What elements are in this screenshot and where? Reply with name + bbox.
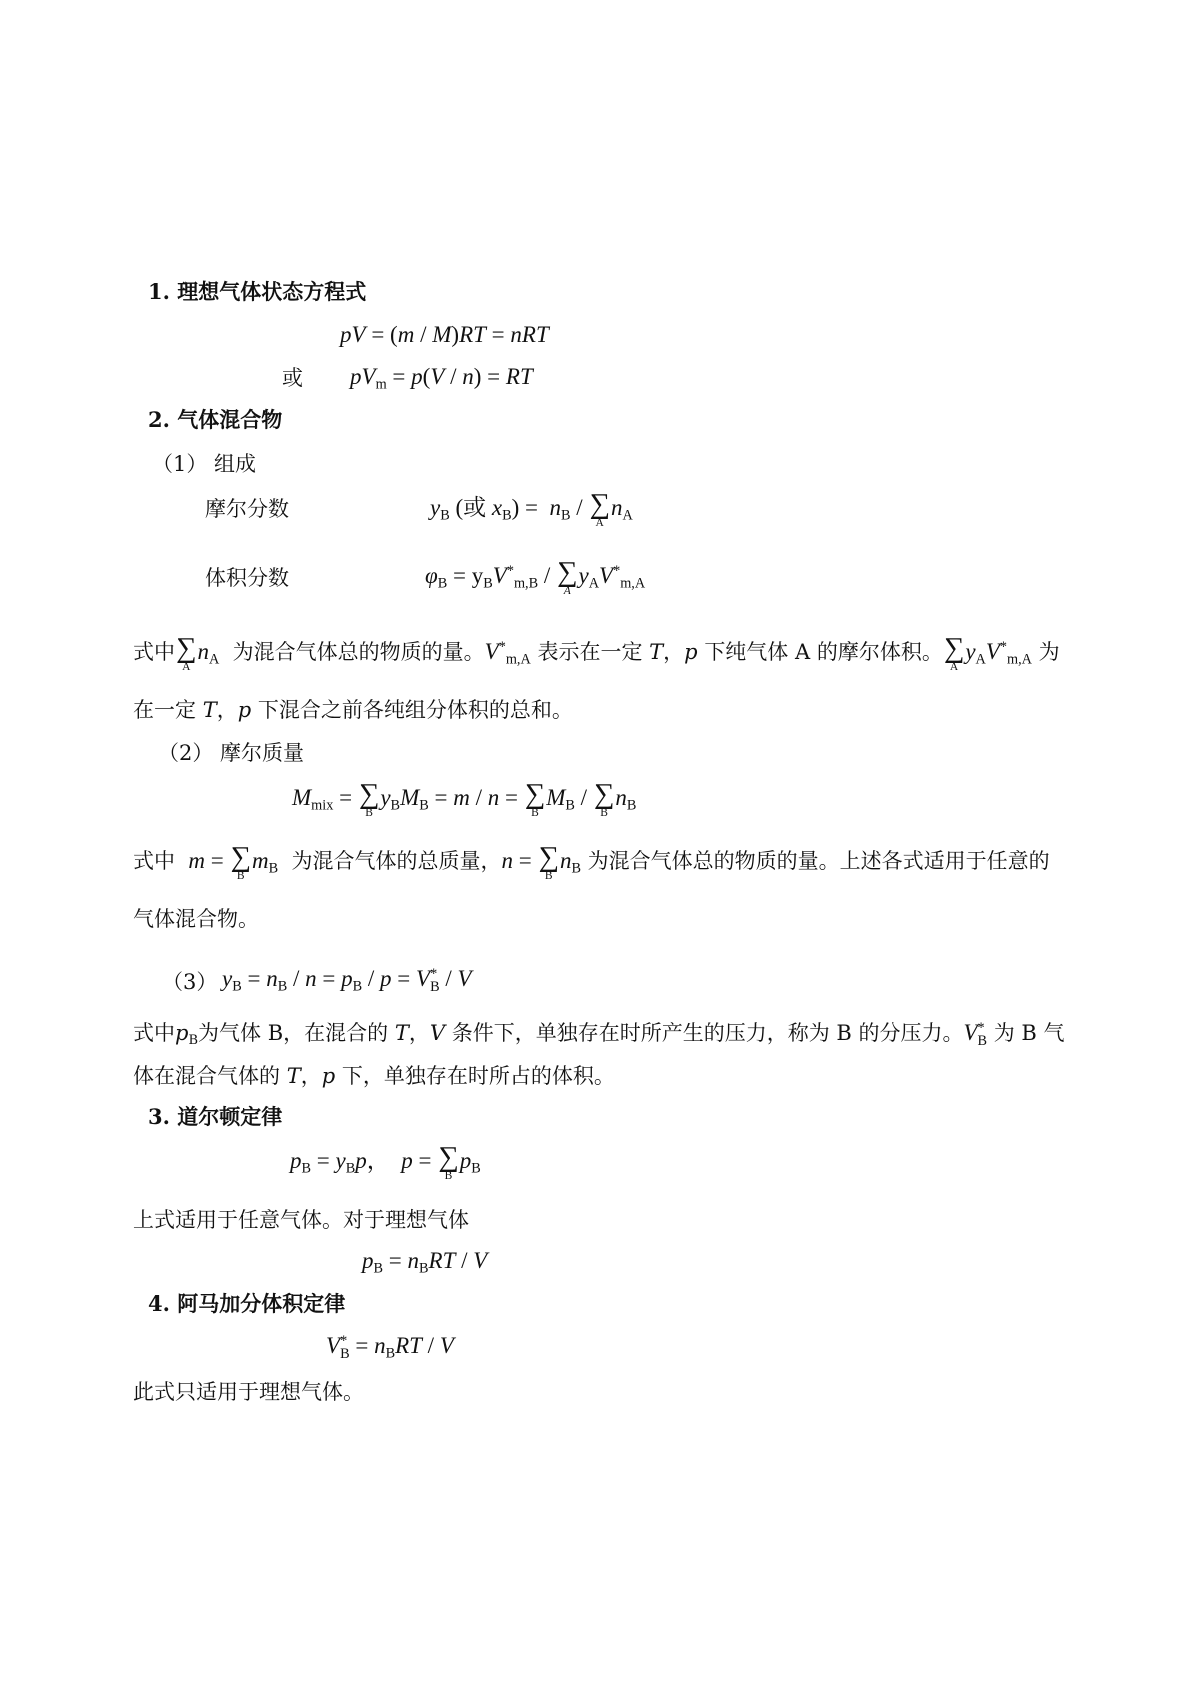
sum-symbol: ∑ A bbox=[176, 632, 197, 673]
note-text: 在一定 bbox=[133, 698, 196, 722]
note-text: 表示在一定 bbox=[537, 639, 643, 664]
or-xb-text: (或 bbox=[455, 494, 487, 520]
partial-pressure-equation: $y_B = n_B / n = p_B / p = V^*_B / V$ bbox=[222, 966, 472, 995]
section-3-note: 上式适用于任意气体。对于理想气体 bbox=[133, 1208, 469, 1232]
note-3-line-1: 式中$p_B$为气体 B，在混合的 T，V 条件下，单独存在时所产生的压力，称为 B 的分压力。$V^*_B$ 为 B 气 bbox=[133, 1020, 1065, 1049]
note-text: 为混合气体总的物质的量。上述各式适用于任意的 bbox=[587, 848, 1050, 873]
subsection-1-label: （1） 组成 bbox=[152, 452, 257, 476]
mole-fraction-equation: $y_B$ (或 $x_B) = n_B$ / ∑ A $n_A$ bbox=[430, 488, 633, 529]
mean-molar-mass-equation: $M_{mix}$ = ∑ B $y_BM_B = m / n$ = ∑ B $M_B$ / ∑ B $n_B$ bbox=[292, 778, 637, 819]
note-text: 为 B 气 bbox=[993, 1021, 1065, 1045]
sum-symbol: ∑ B bbox=[230, 841, 251, 882]
note-text: 条件下，单独存在时所产生的压力，称为 B 的分压力。 bbox=[451, 1021, 964, 1045]
note-text: 为气体 B，在混合的 bbox=[198, 1021, 389, 1045]
note-text: 为 bbox=[1038, 639, 1060, 664]
note-text: 下纯气体 A 的摩尔体积。 bbox=[704, 639, 943, 664]
sum-symbol: ∑ B bbox=[524, 778, 546, 819]
sum-symbol: ∑ B bbox=[593, 778, 615, 819]
note-text: 式中 bbox=[133, 639, 175, 664]
subsection-2-label: （2） 摩尔质量 bbox=[158, 741, 305, 765]
subsection-3-label: （3） bbox=[162, 970, 218, 994]
sum-symbol: ∑ A bbox=[943, 632, 965, 673]
note-text: 式中 bbox=[133, 848, 175, 873]
note-2-line-1: 式中 m = ∑ B $m_B$ 为混合气体的总质量，n = ∑ B $n_B$ 为混合气体总的物质的量。上述各式适用于任意的 bbox=[133, 841, 1050, 882]
note-text: 下，单独存在时所占的体积。 bbox=[341, 1064, 615, 1088]
note-text: 下混合之前各纯组分体积的总和。 bbox=[257, 698, 573, 722]
note-text: 为混合气体的总质量， bbox=[291, 848, 502, 873]
section-4-note: 此式只适用于理想气体。 bbox=[133, 1380, 364, 1404]
or-label: 或 bbox=[282, 366, 303, 390]
section-1-heading: 1. 理想气体状态方程式 bbox=[148, 279, 367, 304]
sum-symbol: ∑ B bbox=[358, 778, 380, 819]
note-1-line-2: 在一定 T，p 下混合之前各纯组分体积的总和。 bbox=[133, 698, 573, 722]
volume-fraction-label: 体积分数 bbox=[205, 566, 289, 590]
sum-symbol: ∑ B bbox=[438, 1141, 459, 1182]
mole-fraction-label: 摩尔分数 bbox=[205, 497, 289, 521]
sum-symbol: ∑ B bbox=[538, 841, 559, 882]
note-text: 式中 bbox=[133, 1021, 175, 1045]
note-2-line-2: 气体混合物。 bbox=[133, 907, 259, 931]
ideal-gas-equation: pV = (m / M)RT = nRT bbox=[340, 322, 549, 347]
amagat-law-equation: $V^*_B = n_BRT / V$ bbox=[326, 1333, 454, 1362]
sum-symbol: ∑ A bbox=[556, 556, 578, 597]
molar-volume-equation: $pV_m = p(V / n)$ = RT bbox=[350, 364, 533, 393]
note-text: 体在混合气体的 bbox=[133, 1064, 280, 1088]
section-3-heading: 3. 道尔顿定律 bbox=[148, 1104, 283, 1129]
section-4-heading: 4. 阿马加分体积定律 bbox=[148, 1291, 346, 1316]
note-1-line-1: 式中 ∑ A $n_A$ 为混合气体总的物质的量。$V^*_{m,A}$ 表示在一定 T，p 下纯气体 A 的摩尔体积。 ∑ A $y_AV^*_{m,A}$ 为 bbox=[133, 632, 1060, 673]
dalton-law-equation: $p_B = y_Bp$， p = ∑ B $p_B$ bbox=[290, 1141, 481, 1182]
note-3-line-2: 体在混合气体的 T，p 下，单独存在时所占的体积。 bbox=[133, 1064, 615, 1088]
note-text: 为混合气体总的物质的量。 bbox=[232, 639, 485, 664]
sum-symbol: ∑ A bbox=[589, 488, 610, 529]
volume-fraction-equation: $\varphi_B = y_BV^*_{m,B}$ / ∑ A $y_AV^*_{m,A}$ bbox=[425, 556, 646, 597]
ideal-partial-pressure-equation: $p_B = n_BRT / V$ bbox=[362, 1248, 488, 1277]
section-2-heading: 2. 气体混合物 bbox=[148, 407, 283, 432]
